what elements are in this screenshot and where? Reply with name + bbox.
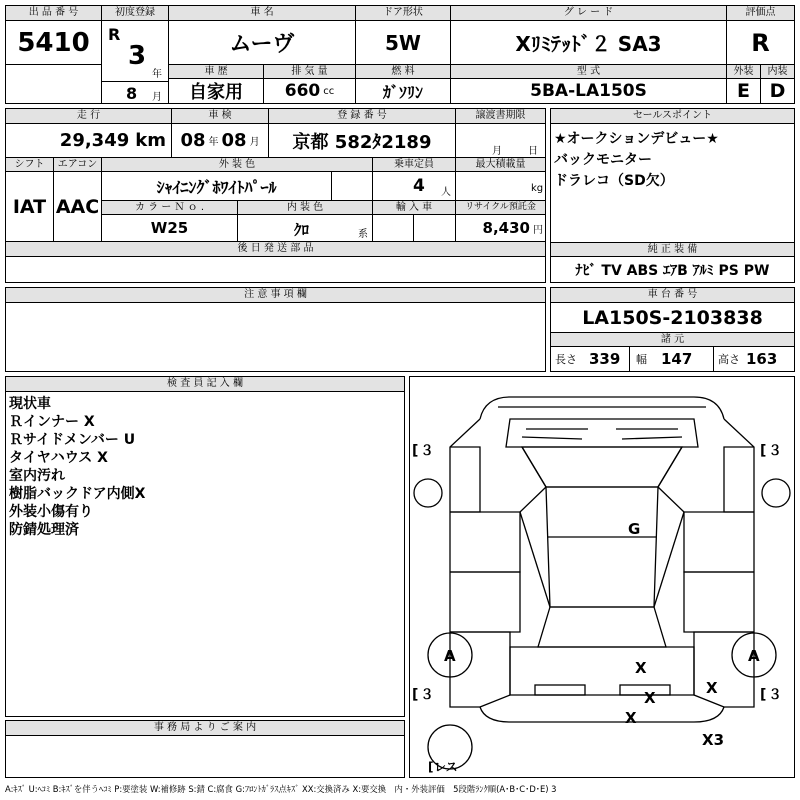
model-label: 型 式 [450,64,726,79]
car-name-label: 車 名 [168,6,355,21]
length-cell [551,347,629,371]
selling-point: ★オークションデビュー★ [554,131,719,147]
displacement-label: 排 気 量 [263,64,355,79]
plate-label: 登 録 番 号 [268,109,455,124]
score-label: 評価点 [726,6,794,21]
length-value: 339 [589,350,621,368]
genuine-label: 純 正 装 備 [551,242,794,257]
window-right [654,512,684,607]
tire-front-left: [ [412,443,419,459]
load-label: 最大積載量 [455,157,545,172]
plate-number: 京都 582ﾀ2189 [268,124,455,157]
history-label: 車 歴 [168,64,263,79]
color-number: W25 [101,215,237,241]
fuel: ｶﾞｿﾘﾝ [355,79,450,103]
tire-rear-right-value: ３ [768,687,782,703]
transfer-cell [455,124,545,157]
air-conditioner: AAC [53,172,101,241]
grade-label: グ レ ー ド [450,6,726,21]
windshield [522,447,682,487]
inspector-line: 外装小傷有り [9,504,93,520]
inspector-line: 現状車 [9,396,51,412]
door-rear-right [684,572,754,632]
fuel-label: 燃 料 [355,64,450,79]
transfer-day: 日 [528,146,538,157]
selling-points-label: セールスポイント [551,109,794,124]
interior-label: 内装 [760,64,794,79]
dims-label: 諸 元 [551,332,794,347]
color-label: 外 装 色 [101,157,372,172]
displacement-cell [263,79,355,103]
capacity-label: 乗車定員 [372,157,455,172]
color-no-label: カ ラ ー Ｎ ｏ . [101,200,237,215]
inspector-line: 防錆処理済 [9,522,79,538]
mark-x-bumper: X [625,709,637,727]
first-reg-cell [101,21,168,81]
rear-fender-right [694,632,754,707]
capacity-cell [372,172,455,200]
car-name: ムーヴ [168,21,355,64]
height-label: 高さ [718,353,740,366]
height-value: 163 [746,350,778,368]
front-fender-right [724,447,754,512]
import-cell-a [372,215,413,241]
mark-roof: G [628,520,641,538]
window-left [520,512,550,607]
lot-blank [6,64,101,103]
interior-score: D [760,79,794,103]
load-cell [455,172,545,200]
grade: Xﾘﾐﾃｯﾄﾞ２ SA3 [450,21,726,64]
import-label: 輸 入 車 [372,200,455,215]
inspector-box [5,376,405,717]
lot-number: 5410 [17,27,90,58]
later-parts-label: 後 日 発 送 部 品 [6,242,545,257]
tire-front-left-value: ３ [420,443,434,459]
rear-bumper [480,707,724,722]
ac-label: エアコン [53,157,101,172]
pillar-a-left [522,447,546,487]
era: R [108,25,121,44]
mileage-unit: km [135,130,166,151]
first-reg-label: 初度登録 [101,6,168,21]
rear-fender-left [450,632,510,707]
mark-rear-right: A [748,647,760,665]
mark-x-right-fender: X [706,679,718,697]
interior-color-label: 内 装 色 [237,200,372,215]
wheel-front-right [762,479,790,507]
inspector-line: 室内汚れ [9,468,65,484]
inspection-month-unit: 月 [249,137,260,148]
sill-left [520,487,546,512]
displacement-unit: cc [323,85,335,97]
office-label: 事 務 局 よ り ご 案 内 [6,721,404,736]
year-unit: 年 [152,69,162,80]
chassis-box [550,287,795,372]
notes-box [5,287,546,372]
notes-label: 注 意 事 項 欄 [6,288,545,303]
displacement: 660 [284,81,321,101]
exterior-color: ｼｬｲﾆﾝｸﾞﾎﾜｲﾄﾊﾟｰﾙ [101,172,331,200]
front-fender-left [450,447,480,512]
chassis-label: 車 台 番 号 [551,288,794,303]
width-cell [629,347,713,371]
inspection-label: 車 検 [171,109,268,124]
model: 5BA-LA150S [450,79,726,103]
interior-color-unit: 系 [358,229,368,240]
reg-year: 3 [128,41,147,71]
recycle-cell [455,215,545,241]
inspector-line: 樹脂バックドア内側X [9,486,146,502]
exterior-score: E [726,79,760,103]
mark-x-garnish: X [644,689,656,707]
roof [546,487,658,607]
tire-rear-right: [ [760,687,767,703]
pillar-a-right [658,447,682,487]
back-door [510,647,694,695]
selling-point: ドラレコ（SD欠） [554,173,674,189]
capacity-unit: 人 [441,187,451,198]
mark-x-back-door: X [635,659,647,677]
tire-front-right: [ [760,443,767,459]
rear-window [538,607,666,647]
transfer-label: 譲渡書期限 [455,109,545,124]
history: 自家用 [168,79,263,103]
inspection-cell [171,124,268,157]
inspection-month: 08 [221,130,247,151]
inspection-year: 08 [180,130,206,151]
transfer-month: 月 [492,146,502,157]
mileage-cell [6,124,166,157]
import-cell-b [413,215,455,241]
door-front-right [684,512,754,572]
later-parts-box [5,242,546,283]
mileage: 29,349 [59,130,130,151]
top-info-table [5,5,795,104]
inspector-label: 検 査 員 記 入 欄 [6,377,404,392]
reg-month: 8 [126,84,138,103]
inspector-line: Ｒサイドメンバー U [9,432,136,448]
tire-rear-left: [ [412,687,419,703]
month-unit: 月 [152,92,162,103]
mileage-label: 走 行 [6,109,171,124]
headlight-right [622,437,682,439]
tire-front-right-value: ３ [768,443,782,459]
front-bumper [480,397,724,419]
interior-color-cell [237,215,372,241]
door-label: ドア形状 [355,6,450,21]
score: R [726,21,794,64]
chassis-number: LA150S-2103838 [582,306,763,329]
mark-rear-left: A [444,647,456,665]
tire-rear-left-value: ３ [420,687,434,703]
exterior-label: 外装 [726,64,760,79]
wheel-front-left [414,479,442,507]
reg-month-cell [101,81,168,103]
lot-label: 出 品 番 号 [6,6,101,21]
headlight-left [522,437,582,439]
selling-points-list [554,129,792,192]
width-label: 幅 [636,353,647,366]
sill-right [658,487,684,512]
hood [506,419,698,447]
length-label: 長さ [555,353,577,366]
mark-x3-rear: X3 [702,731,725,749]
color-blank [331,172,372,200]
load-unit: kg [531,183,544,194]
recycle-amount: 8,430 [482,219,530,237]
width-value: 147 [661,350,693,368]
selling-points-box [550,108,795,283]
capacity: 4 [413,176,425,196]
damage-legend: A:ｷｽﾞ U:ﾍｺﾐ B:ｷｽﾞを伴うﾍｺﾐ P:要塗装 W:補修跡 S:錆 C:腐食 G:ﾌﾛﾝﾄｶﾞﾗｽ点ｷｽﾞ XX:交換済み X:要交換 内・外装評価 5段階ﾗﾝｸ順(A･B･C･D･E) 3 [5,784,557,794]
door-rear-left [450,572,520,632]
shift-label: シフト [6,157,53,172]
spare-status-bracket: [ [428,760,434,774]
inspector-line: タイヤハウス X [9,450,108,466]
inspector-notes [9,395,401,539]
vehicle-detail-table [5,108,546,242]
inspection-year-unit: 年 [208,137,219,148]
spare-status: レス [434,760,458,774]
door-front-left [450,512,520,572]
genuine-equipment: ﾅﾋﾞ TV ABS ｴｱB ｱﾙﾐ PS PW [575,262,770,279]
car-damage-diagram [409,376,795,778]
rear-garnish-left [535,685,585,695]
office-box [5,720,405,778]
door-type: 5W [355,21,450,64]
selling-point: バックモニター [554,152,652,168]
shift: IAT [12,195,47,218]
interior-color: ｸﾛ [294,221,310,239]
height-cell [713,347,794,371]
recycle-label: リサイクル預託金 [455,200,545,215]
inspector-line: Ｒインナー X [9,414,95,430]
recycle-unit: 円 [533,224,543,236]
